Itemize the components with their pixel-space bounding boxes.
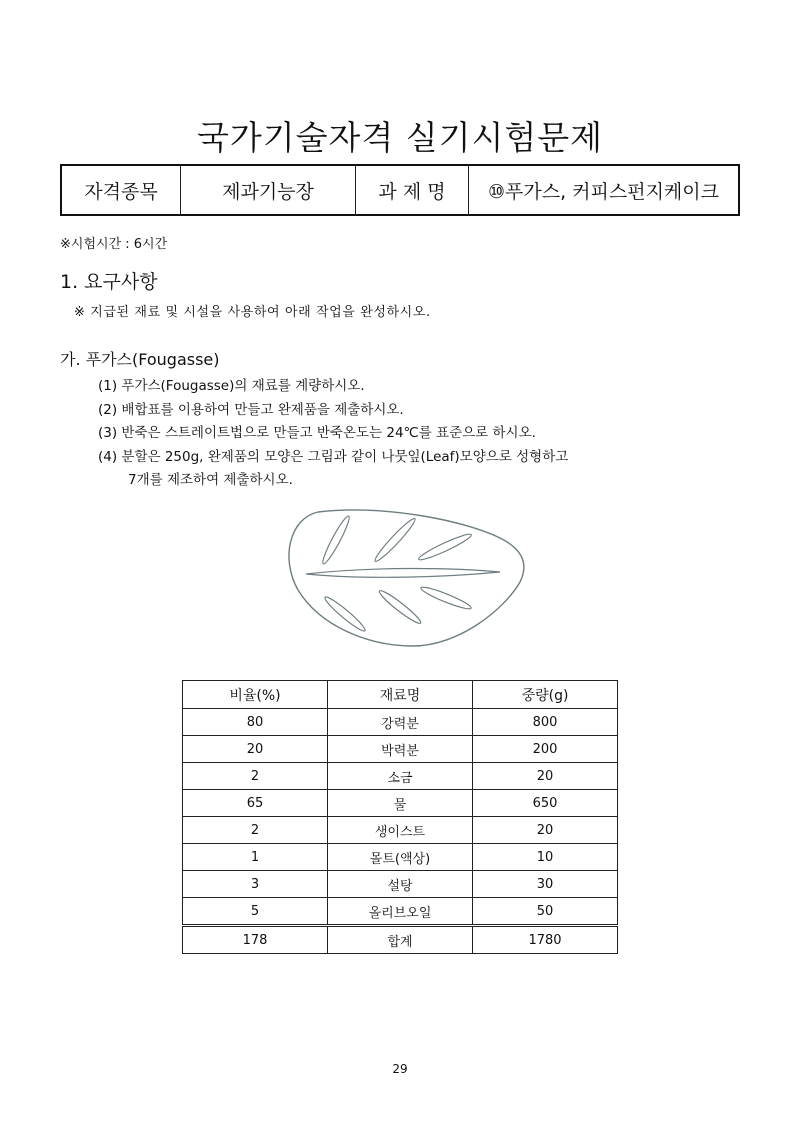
ratio-cell: 80	[183, 709, 328, 736]
leaf-slash-top-3	[417, 531, 473, 563]
ingredient-cell: 몰트(액상)	[328, 844, 473, 871]
leaf-slash-top-2	[372, 516, 417, 564]
ingredient-cell: 소금	[328, 763, 473, 790]
table-total-row	[183, 926, 618, 954]
weight-cell: 800	[473, 709, 618, 736]
category-label: 자격종목	[61, 165, 181, 215]
table-header-row	[183, 681, 618, 709]
ratio-cell: 65	[183, 790, 328, 817]
exam-time: ※시험시간 : 6시간	[60, 237, 168, 252]
table-row	[183, 898, 618, 926]
weight-cell: 20	[473, 763, 618, 790]
leaf-shape-figure	[278, 500, 528, 650]
ingredient-cell: 생이스트	[328, 817, 473, 844]
ingredient-cell: 올리브오일	[328, 898, 473, 926]
leaf-center-slash	[306, 568, 500, 577]
weight-cell: 10	[473, 844, 618, 871]
section-note: ※ 지급된 재료 및 시설을 사용하여 아래 작업을 완성하시오.	[74, 305, 431, 320]
leaf-slash-top-1	[320, 514, 352, 565]
weight-cell: 30	[473, 871, 618, 898]
leaf-outline	[289, 510, 524, 646]
leaf-slash-bottom-1	[323, 594, 368, 634]
ingredient-cell: 물	[328, 790, 473, 817]
total-ratio-cell: 178	[183, 926, 328, 954]
ratio-cell: 5	[183, 898, 328, 926]
table-row	[183, 709, 618, 736]
requirement-continuation: 7개를 제조하여 제출하시오.	[128, 472, 293, 488]
table-row	[183, 817, 618, 844]
table-row	[183, 790, 618, 817]
requirement-item: (2) 배합표를 이용하여 만들고 완제품을 제출하시오.	[98, 401, 404, 418]
table-row	[183, 871, 618, 898]
ratio-cell: 3	[183, 871, 328, 898]
requirement-item: (1) 푸가스(Fougasse)의 재료를 계량하시오.	[98, 378, 365, 394]
leaf-slash-bottom-3	[419, 584, 472, 612]
requirement-item	[98, 446, 568, 493]
weight-cell: 50	[473, 898, 618, 926]
ingredient-cell: 박력분	[328, 736, 473, 763]
weight-cell: 20	[473, 817, 618, 844]
category-value: 제과기능장	[181, 165, 356, 215]
requirement-item: (3) 반죽은 스트레이트법으로 만들고 반죽온도는 24℃를 표준으로 하시오.	[98, 425, 536, 441]
total-label-cell: 합계	[328, 926, 473, 954]
ratio-cell: 2	[183, 763, 328, 790]
ratio-cell: 2	[183, 817, 328, 844]
document-title: 국가기술자격 실기시험문제	[196, 118, 604, 157]
task-value: ⑩푸가스, 커피스펀지케이크	[469, 165, 740, 215]
exam-info-table	[60, 164, 740, 216]
section-title: 1. 요구사항	[60, 271, 158, 293]
page-number: 29	[392, 1062, 408, 1076]
task-label: 과 제 명	[356, 165, 469, 215]
table-row	[183, 844, 618, 871]
exam-info-row	[61, 165, 739, 215]
ingredient-cell: 강력분	[328, 709, 473, 736]
recipe-table	[182, 680, 618, 954]
weight-cell: 200	[473, 736, 618, 763]
table-row	[183, 763, 618, 790]
table-row	[183, 736, 618, 763]
column-header-weight: 중량(g)	[473, 681, 618, 709]
requirement-text: (4) 분할은 250g, 완제품의 모양은 그림과 같이 나뭇잎(Leaf)모양으로 성형하고	[98, 448, 569, 465]
column-header-ingredient: 재료명	[328, 681, 473, 709]
ratio-cell: 20	[183, 736, 328, 763]
weight-cell: 650	[473, 790, 618, 817]
total-weight-cell: 1780	[473, 926, 618, 954]
leaf-slash-bottom-2	[377, 588, 423, 626]
leaf-diagram	[278, 500, 528, 650]
subsection-title: 가. 푸가스(Fougasse)	[60, 350, 220, 369]
requirements-list	[98, 375, 568, 493]
column-header-ratio: 비율(%)	[183, 681, 328, 709]
ratio-cell: 1	[183, 844, 328, 871]
ingredient-cell: 설탕	[328, 871, 473, 898]
